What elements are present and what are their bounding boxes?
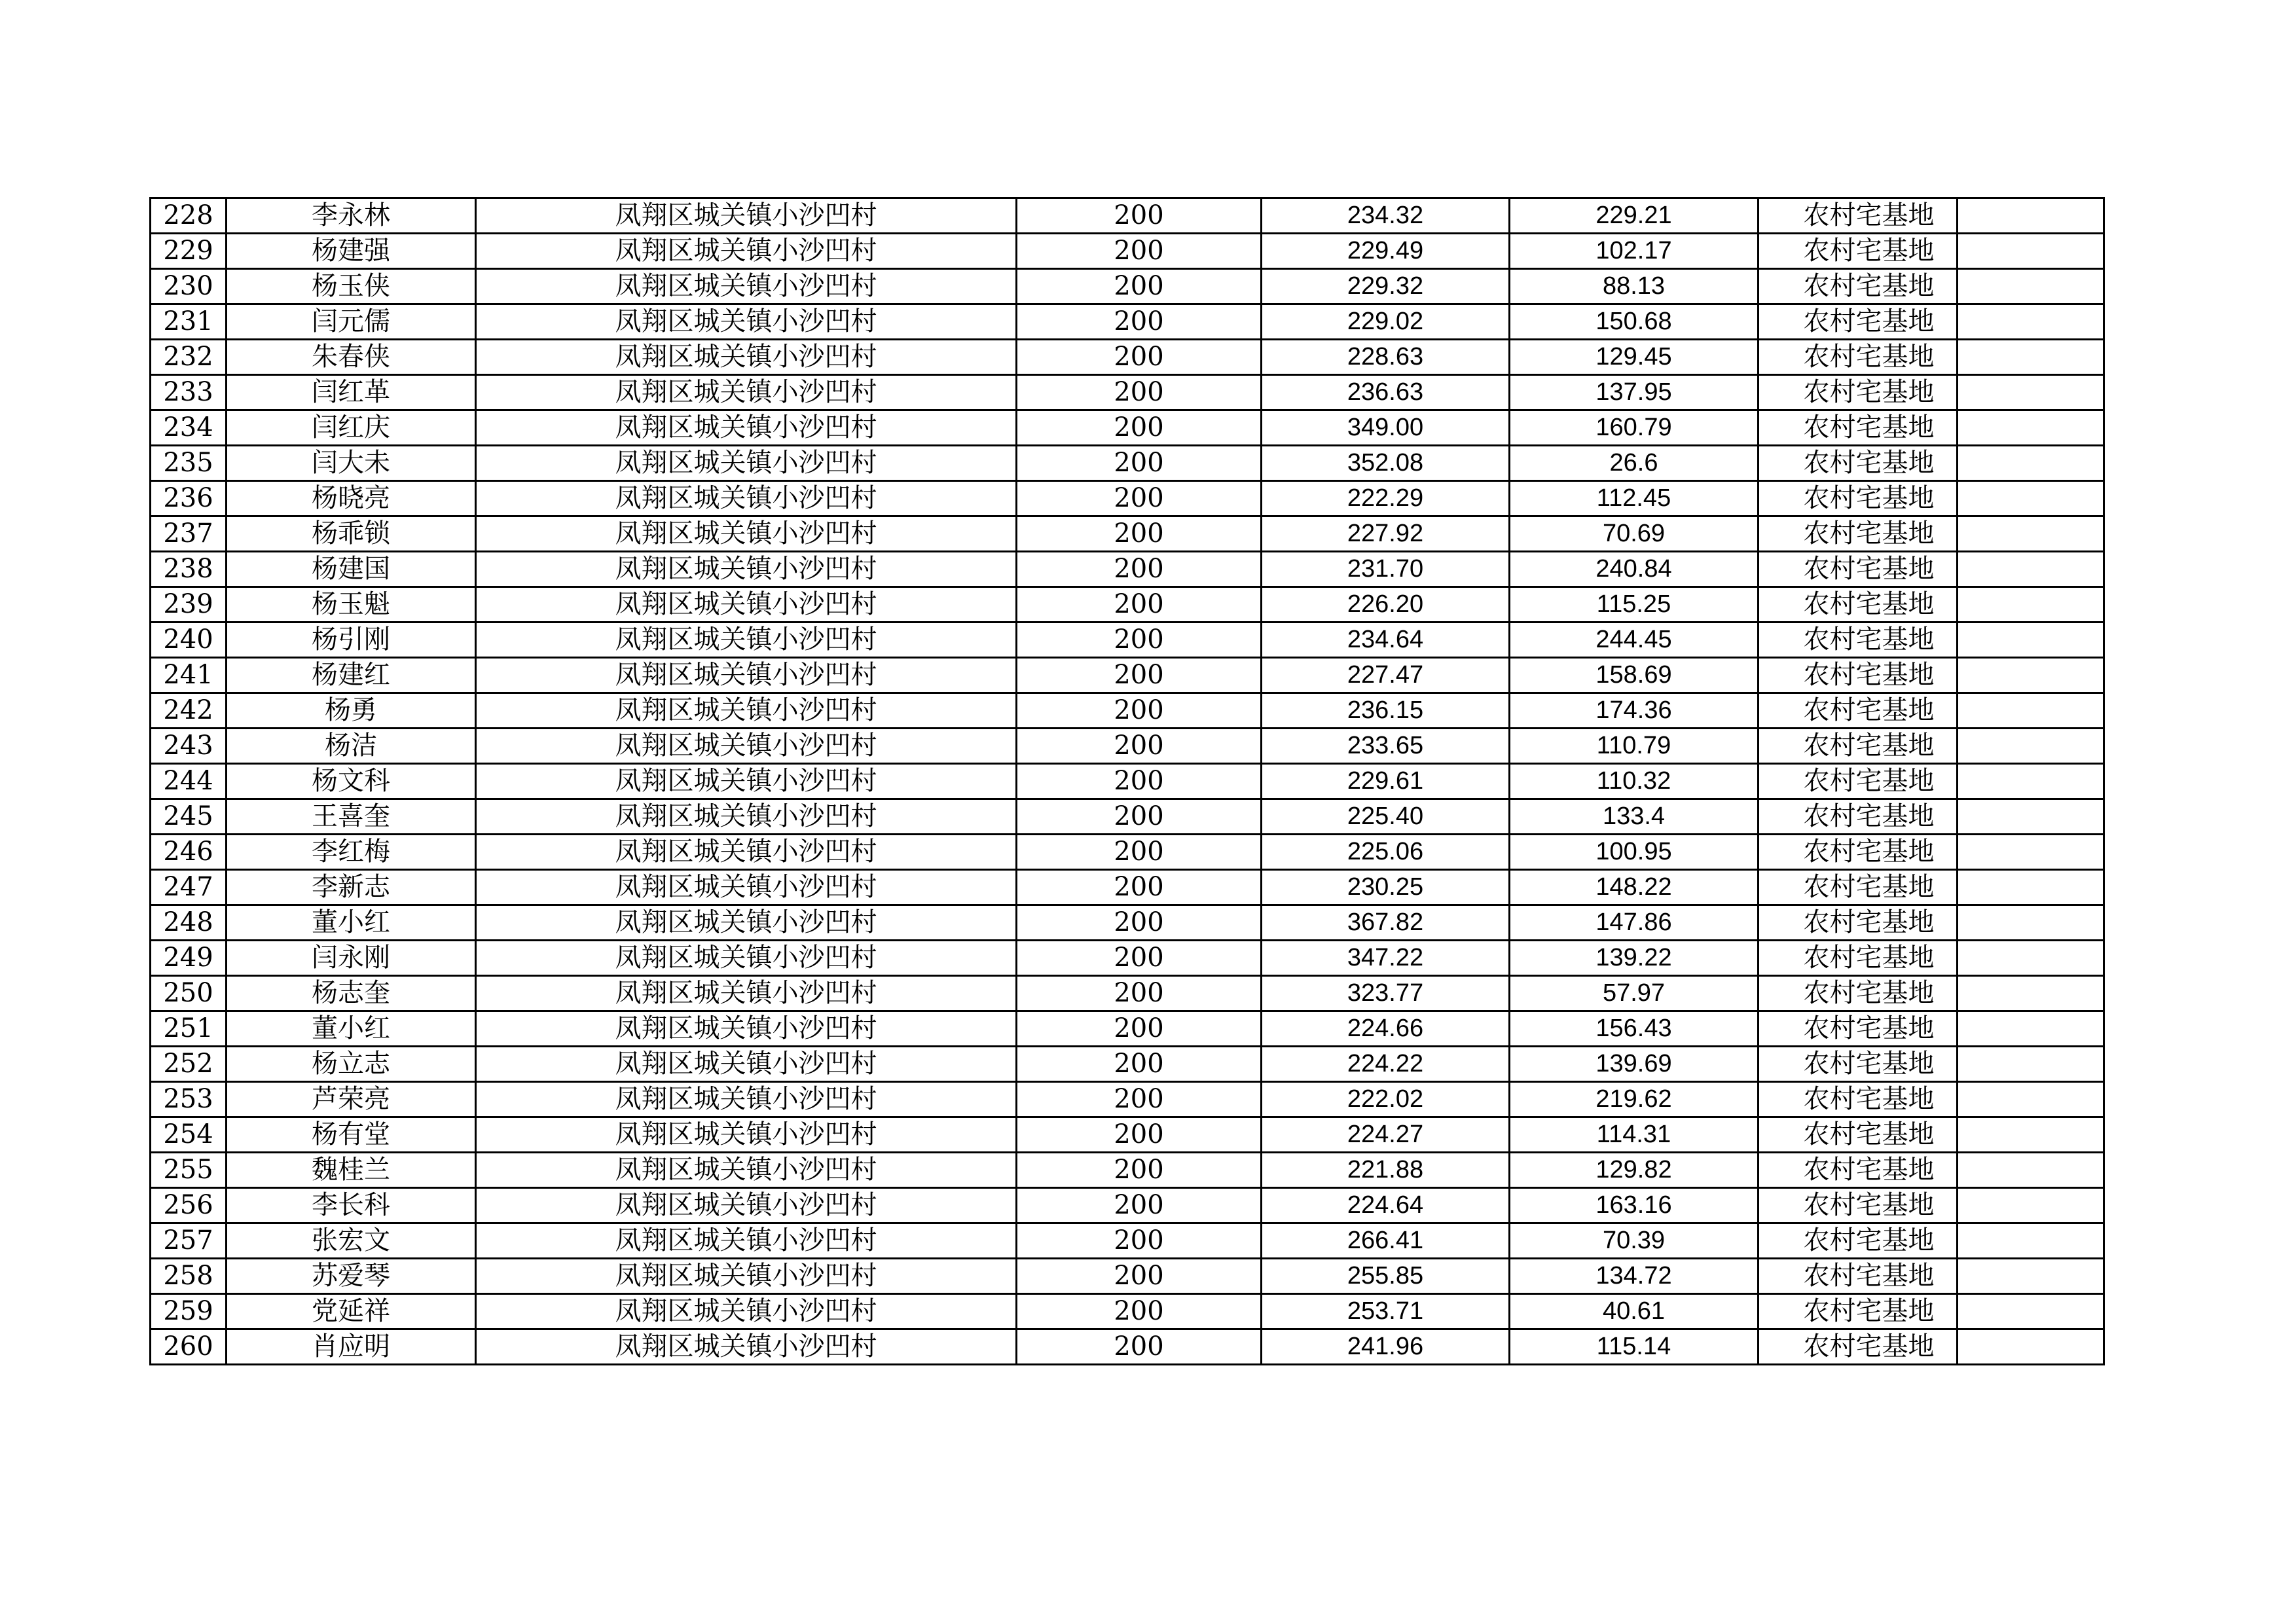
table-row — [151, 729, 2104, 764]
land-area-cell: 234.32 — [1262, 198, 1510, 234]
address-cell: 凤翔区城关镇小沙凹村 — [476, 658, 1017, 693]
owner-name-cell: 杨洁 — [227, 729, 476, 764]
standard-area-cell: 200 — [1017, 1259, 1262, 1294]
address-cell: 凤翔区城关镇小沙凹村 — [476, 552, 1017, 587]
standard-area-cell: 200 — [1017, 1294, 1262, 1329]
building-area-cell: 40.61 — [1510, 1294, 1758, 1329]
remark-cell — [1958, 941, 2104, 976]
building-area-cell: 110.79 — [1510, 729, 1758, 764]
owner-name-cell: 李长科 — [227, 1188, 476, 1223]
table-row — [151, 198, 2104, 234]
row-number-cell: 249 — [151, 941, 227, 976]
building-area-cell: 102.17 — [1510, 234, 1758, 269]
standard-area-cell: 200 — [1017, 764, 1262, 799]
address-cell: 凤翔区城关镇小沙凹村 — [476, 799, 1017, 835]
remark-cell — [1958, 905, 2104, 941]
land-use-cell: 农村宅基地 — [1758, 1259, 1958, 1294]
remark-cell — [1958, 269, 2104, 304]
standard-area-cell: 200 — [1017, 304, 1262, 340]
table-row — [151, 693, 2104, 729]
standard-area-cell: 200 — [1017, 446, 1262, 481]
address-cell: 凤翔区城关镇小沙凹村 — [476, 693, 1017, 729]
remark-cell — [1958, 835, 2104, 870]
owner-name-cell: 杨引刚 — [227, 623, 476, 658]
row-number-cell: 258 — [151, 1259, 227, 1294]
building-area-cell: 70.69 — [1510, 516, 1758, 552]
owner-name-cell: 闫永刚 — [227, 941, 476, 976]
table-row — [151, 410, 2104, 446]
row-number-cell: 240 — [151, 623, 227, 658]
owner-name-cell: 董小红 — [227, 1011, 476, 1047]
land-use-cell: 农村宅基地 — [1758, 1047, 1958, 1082]
land-area-cell: 323.77 — [1262, 976, 1510, 1011]
building-area-cell: 150.68 — [1510, 304, 1758, 340]
row-number-cell: 246 — [151, 835, 227, 870]
land-area-cell: 229.49 — [1262, 234, 1510, 269]
owner-name-cell: 芦荣亮 — [227, 1082, 476, 1117]
building-area-cell: 26.6 — [1510, 446, 1758, 481]
standard-area-cell: 200 — [1017, 340, 1262, 375]
standard-area-cell: 200 — [1017, 1329, 1262, 1365]
remark-cell — [1958, 1294, 2104, 1329]
table-row — [151, 623, 2104, 658]
owner-name-cell: 肖应明 — [227, 1329, 476, 1365]
address-cell: 凤翔区城关镇小沙凹村 — [476, 198, 1017, 234]
land-use-cell: 农村宅基地 — [1758, 304, 1958, 340]
remark-cell — [1958, 1223, 2104, 1259]
owner-name-cell: 魏桂兰 — [227, 1153, 476, 1188]
standard-area-cell: 200 — [1017, 198, 1262, 234]
land-area-cell: 231.70 — [1262, 552, 1510, 587]
land-area-cell: 222.02 — [1262, 1082, 1510, 1117]
land-area-cell: 241.96 — [1262, 1329, 1510, 1365]
building-area-cell: 100.95 — [1510, 835, 1758, 870]
building-area-cell: 115.25 — [1510, 587, 1758, 623]
address-cell: 凤翔区城关镇小沙凹村 — [476, 835, 1017, 870]
land-area-cell: 229.02 — [1262, 304, 1510, 340]
row-number-cell: 233 — [151, 375, 227, 410]
row-number-cell: 255 — [151, 1153, 227, 1188]
remark-cell — [1958, 587, 2104, 623]
land-area-cell: 224.27 — [1262, 1117, 1510, 1153]
row-number-cell: 243 — [151, 729, 227, 764]
remark-cell — [1958, 1259, 2104, 1294]
remark-cell — [1958, 304, 2104, 340]
table-row — [151, 552, 2104, 587]
land-use-cell: 农村宅基地 — [1758, 1153, 1958, 1188]
row-number-cell: 234 — [151, 410, 227, 446]
address-cell: 凤翔区城关镇小沙凹村 — [476, 1117, 1017, 1153]
table-row — [151, 375, 2104, 410]
standard-area-cell: 200 — [1017, 1117, 1262, 1153]
land-use-cell: 农村宅基地 — [1758, 1082, 1958, 1117]
building-area-cell: 57.97 — [1510, 976, 1758, 1011]
land-area-cell: 234.64 — [1262, 623, 1510, 658]
owner-name-cell: 闫红庆 — [227, 410, 476, 446]
building-area-cell: 148.22 — [1510, 870, 1758, 905]
standard-area-cell: 200 — [1017, 1153, 1262, 1188]
address-cell: 凤翔区城关镇小沙凹村 — [476, 1082, 1017, 1117]
land-use-cell: 农村宅基地 — [1758, 234, 1958, 269]
standard-area-cell: 200 — [1017, 481, 1262, 516]
remark-cell — [1958, 340, 2104, 375]
standard-area-cell: 200 — [1017, 587, 1262, 623]
remark-cell — [1958, 1117, 2104, 1153]
standard-area-cell: 200 — [1017, 658, 1262, 693]
table-row — [151, 1294, 2104, 1329]
land-area-cell: 224.22 — [1262, 1047, 1510, 1082]
address-cell: 凤翔区城关镇小沙凹村 — [476, 234, 1017, 269]
owner-name-cell: 党延祥 — [227, 1294, 476, 1329]
owner-name-cell: 杨勇 — [227, 693, 476, 729]
table-row — [151, 1047, 2104, 1082]
owner-name-cell: 李永林 — [227, 198, 476, 234]
standard-area-cell: 200 — [1017, 269, 1262, 304]
row-number-cell: 232 — [151, 340, 227, 375]
remark-cell — [1958, 1011, 2104, 1047]
building-area-cell: 244.45 — [1510, 623, 1758, 658]
building-area-cell: 158.69 — [1510, 658, 1758, 693]
land-area-cell: 347.22 — [1262, 941, 1510, 976]
land-area-cell: 349.00 — [1262, 410, 1510, 446]
row-number-cell: 239 — [151, 587, 227, 623]
table-row — [151, 446, 2104, 481]
remark-cell — [1958, 481, 2104, 516]
address-cell: 凤翔区城关镇小沙凹村 — [476, 1011, 1017, 1047]
row-number-cell: 244 — [151, 764, 227, 799]
row-number-cell: 236 — [151, 481, 227, 516]
remark-cell — [1958, 729, 2104, 764]
land-use-cell: 农村宅基地 — [1758, 658, 1958, 693]
building-area-cell: 110.32 — [1510, 764, 1758, 799]
standard-area-cell: 200 — [1017, 1011, 1262, 1047]
building-area-cell: 219.62 — [1510, 1082, 1758, 1117]
row-number-cell: 253 — [151, 1082, 227, 1117]
table-row — [151, 941, 2104, 976]
table-row — [151, 1153, 2104, 1188]
owner-name-cell: 杨建红 — [227, 658, 476, 693]
land-area-cell: 227.47 — [1262, 658, 1510, 693]
table-row — [151, 658, 2104, 693]
row-number-cell: 230 — [151, 269, 227, 304]
land-use-cell: 农村宅基地 — [1758, 835, 1958, 870]
building-area-cell: 163.16 — [1510, 1188, 1758, 1223]
address-cell: 凤翔区城关镇小沙凹村 — [476, 1153, 1017, 1188]
remark-cell — [1958, 870, 2104, 905]
standard-area-cell: 200 — [1017, 410, 1262, 446]
address-cell: 凤翔区城关镇小沙凹村 — [476, 304, 1017, 340]
remark-cell — [1958, 516, 2104, 552]
standard-area-cell: 200 — [1017, 835, 1262, 870]
table-row — [151, 234, 2104, 269]
land-area-cell: 253.71 — [1262, 1294, 1510, 1329]
row-number-cell: 228 — [151, 198, 227, 234]
building-area-cell: 174.36 — [1510, 693, 1758, 729]
land-area-cell: 228.63 — [1262, 340, 1510, 375]
owner-name-cell: 杨建强 — [227, 234, 476, 269]
row-number-cell: 247 — [151, 870, 227, 905]
land-area-cell: 229.61 — [1262, 764, 1510, 799]
land-use-cell: 农村宅基地 — [1758, 1188, 1958, 1223]
standard-area-cell: 200 — [1017, 870, 1262, 905]
owner-name-cell: 张宏文 — [227, 1223, 476, 1259]
row-number-cell: 229 — [151, 234, 227, 269]
land-use-cell: 农村宅基地 — [1758, 693, 1958, 729]
remark-cell — [1958, 658, 2104, 693]
land-use-cell: 农村宅基地 — [1758, 269, 1958, 304]
owner-name-cell: 李红梅 — [227, 835, 476, 870]
row-number-cell: 237 — [151, 516, 227, 552]
remark-cell — [1958, 1329, 2104, 1365]
owner-name-cell: 杨立志 — [227, 1047, 476, 1082]
table-row — [151, 905, 2104, 941]
row-number-cell: 241 — [151, 658, 227, 693]
address-cell: 凤翔区城关镇小沙凹村 — [476, 410, 1017, 446]
land-area-cell: 224.66 — [1262, 1011, 1510, 1047]
address-cell: 凤翔区城关镇小沙凹村 — [476, 1223, 1017, 1259]
building-area-cell: 139.69 — [1510, 1047, 1758, 1082]
table-row — [151, 340, 2104, 375]
land-use-cell: 农村宅基地 — [1758, 198, 1958, 234]
standard-area-cell: 200 — [1017, 375, 1262, 410]
address-cell: 凤翔区城关镇小沙凹村 — [476, 481, 1017, 516]
row-number-cell: 238 — [151, 552, 227, 587]
row-number-cell: 248 — [151, 905, 227, 941]
row-number-cell: 254 — [151, 1117, 227, 1153]
building-area-cell: 129.82 — [1510, 1153, 1758, 1188]
land-use-cell: 农村宅基地 — [1758, 976, 1958, 1011]
standard-area-cell: 200 — [1017, 976, 1262, 1011]
standard-area-cell: 200 — [1017, 234, 1262, 269]
building-area-cell: 229.21 — [1510, 198, 1758, 234]
row-number-cell: 260 — [151, 1329, 227, 1365]
building-area-cell: 134.72 — [1510, 1259, 1758, 1294]
land-use-cell: 农村宅基地 — [1758, 764, 1958, 799]
table-row — [151, 1188, 2104, 1223]
address-cell: 凤翔区城关镇小沙凹村 — [476, 269, 1017, 304]
land-area-cell: 221.88 — [1262, 1153, 1510, 1188]
standard-area-cell: 200 — [1017, 1223, 1262, 1259]
standard-area-cell: 200 — [1017, 1082, 1262, 1117]
address-cell: 凤翔区城关镇小沙凹村 — [476, 1188, 1017, 1223]
land-area-cell: 255.85 — [1262, 1259, 1510, 1294]
address-cell: 凤翔区城关镇小沙凹村 — [476, 1294, 1017, 1329]
row-number-cell: 259 — [151, 1294, 227, 1329]
table-row — [151, 516, 2104, 552]
row-number-cell: 251 — [151, 1011, 227, 1047]
land-use-cell: 农村宅基地 — [1758, 340, 1958, 375]
land-area-cell: 230.25 — [1262, 870, 1510, 905]
table-row — [151, 481, 2104, 516]
owner-name-cell: 杨有堂 — [227, 1117, 476, 1153]
owner-name-cell: 杨文科 — [227, 764, 476, 799]
owner-name-cell: 朱春侠 — [227, 340, 476, 375]
remark-cell — [1958, 198, 2104, 234]
remark-cell — [1958, 623, 2104, 658]
land-use-cell: 农村宅基地 — [1758, 481, 1958, 516]
standard-area-cell: 200 — [1017, 1188, 1262, 1223]
row-number-cell: 252 — [151, 1047, 227, 1082]
owner-name-cell: 王喜奎 — [227, 799, 476, 835]
standard-area-cell: 200 — [1017, 1047, 1262, 1082]
table-row — [151, 1082, 2104, 1117]
table-row — [151, 764, 2104, 799]
land-use-cell: 农村宅基地 — [1758, 1223, 1958, 1259]
land-use-cell: 农村宅基地 — [1758, 1329, 1958, 1365]
address-cell: 凤翔区城关镇小沙凹村 — [476, 1259, 1017, 1294]
land-area-cell: 367.82 — [1262, 905, 1510, 941]
standard-area-cell: 200 — [1017, 729, 1262, 764]
table-body — [151, 198, 2104, 1365]
land-use-cell: 农村宅基地 — [1758, 587, 1958, 623]
standard-area-cell: 200 — [1017, 799, 1262, 835]
standard-area-cell: 200 — [1017, 516, 1262, 552]
land-use-cell: 农村宅基地 — [1758, 729, 1958, 764]
address-cell: 凤翔区城关镇小沙凹村 — [476, 446, 1017, 481]
row-number-cell: 257 — [151, 1223, 227, 1259]
land-use-cell: 农村宅基地 — [1758, 410, 1958, 446]
standard-area-cell: 200 — [1017, 905, 1262, 941]
remark-cell — [1958, 446, 2104, 481]
remark-cell — [1958, 976, 2104, 1011]
building-area-cell: 70.39 — [1510, 1223, 1758, 1259]
land-area-cell: 233.65 — [1262, 729, 1510, 764]
owner-name-cell: 闫红革 — [227, 375, 476, 410]
land-use-cell: 农村宅基地 — [1758, 941, 1958, 976]
table-row — [151, 835, 2104, 870]
building-area-cell: 160.79 — [1510, 410, 1758, 446]
table-row — [151, 269, 2104, 304]
table-row — [151, 1011, 2104, 1047]
land-use-cell: 农村宅基地 — [1758, 516, 1958, 552]
owner-name-cell: 董小红 — [227, 905, 476, 941]
table-row — [151, 1117, 2104, 1153]
remark-cell — [1958, 410, 2104, 446]
land-area-cell: 224.64 — [1262, 1188, 1510, 1223]
owner-name-cell: 杨玉魁 — [227, 587, 476, 623]
remark-cell — [1958, 799, 2104, 835]
homestead-register-table — [149, 197, 2105, 1365]
owner-name-cell: 闫大未 — [227, 446, 476, 481]
owner-name-cell: 苏爱琴 — [227, 1259, 476, 1294]
address-cell: 凤翔区城关镇小沙凹村 — [476, 729, 1017, 764]
remark-cell — [1958, 1047, 2104, 1082]
address-cell: 凤翔区城关镇小沙凹村 — [476, 905, 1017, 941]
row-number-cell: 256 — [151, 1188, 227, 1223]
land-area-cell: 225.40 — [1262, 799, 1510, 835]
land-use-cell: 农村宅基地 — [1758, 905, 1958, 941]
standard-area-cell: 200 — [1017, 941, 1262, 976]
building-area-cell: 129.45 — [1510, 340, 1758, 375]
land-area-cell: 352.08 — [1262, 446, 1510, 481]
building-area-cell: 147.86 — [1510, 905, 1758, 941]
row-number-cell: 231 — [151, 304, 227, 340]
row-number-cell: 235 — [151, 446, 227, 481]
building-area-cell: 137.95 — [1510, 375, 1758, 410]
land-use-cell: 农村宅基地 — [1758, 1117, 1958, 1153]
land-use-cell: 农村宅基地 — [1758, 446, 1958, 481]
remark-cell — [1958, 764, 2104, 799]
remark-cell — [1958, 375, 2104, 410]
address-cell: 凤翔区城关镇小沙凹村 — [476, 764, 1017, 799]
owner-name-cell: 闫元儒 — [227, 304, 476, 340]
table-row — [151, 304, 2104, 340]
remark-cell — [1958, 234, 2104, 269]
building-area-cell: 139.22 — [1510, 941, 1758, 976]
owner-name-cell: 杨玉侠 — [227, 269, 476, 304]
standard-area-cell: 200 — [1017, 693, 1262, 729]
land-use-cell: 农村宅基地 — [1758, 552, 1958, 587]
land-use-cell: 农村宅基地 — [1758, 375, 1958, 410]
address-cell: 凤翔区城关镇小沙凹村 — [476, 623, 1017, 658]
land-area-cell: 236.63 — [1262, 375, 1510, 410]
building-area-cell: 115.14 — [1510, 1329, 1758, 1365]
building-area-cell: 133.4 — [1510, 799, 1758, 835]
address-cell: 凤翔区城关镇小沙凹村 — [476, 941, 1017, 976]
table-row — [151, 1223, 2104, 1259]
address-cell: 凤翔区城关镇小沙凹村 — [476, 1329, 1017, 1365]
building-area-cell: 240.84 — [1510, 552, 1758, 587]
standard-area-cell: 200 — [1017, 623, 1262, 658]
owner-name-cell: 杨建国 — [227, 552, 476, 587]
land-area-cell: 236.15 — [1262, 693, 1510, 729]
land-use-cell: 农村宅基地 — [1758, 799, 1958, 835]
remark-cell — [1958, 1082, 2104, 1117]
row-number-cell: 250 — [151, 976, 227, 1011]
address-cell: 凤翔区城关镇小沙凹村 — [476, 1047, 1017, 1082]
remark-cell — [1958, 1188, 2104, 1223]
table-row — [151, 587, 2104, 623]
table-row — [151, 799, 2104, 835]
land-use-cell: 农村宅基地 — [1758, 1011, 1958, 1047]
table-row — [151, 1329, 2104, 1365]
building-area-cell: 112.45 — [1510, 481, 1758, 516]
address-cell: 凤翔区城关镇小沙凹村 — [476, 870, 1017, 905]
land-use-cell: 农村宅基地 — [1758, 870, 1958, 905]
remark-cell — [1958, 693, 2104, 729]
table-row — [151, 870, 2104, 905]
row-number-cell: 242 — [151, 693, 227, 729]
address-cell: 凤翔区城关镇小沙凹村 — [476, 516, 1017, 552]
building-area-cell: 88.13 — [1510, 269, 1758, 304]
building-area-cell: 156.43 — [1510, 1011, 1758, 1047]
address-cell: 凤翔区城关镇小沙凹村 — [476, 375, 1017, 410]
owner-name-cell: 杨乖锁 — [227, 516, 476, 552]
standard-area-cell: 200 — [1017, 552, 1262, 587]
land-area-cell: 266.41 — [1262, 1223, 1510, 1259]
land-area-cell: 226.20 — [1262, 587, 1510, 623]
owner-name-cell: 杨晓亮 — [227, 481, 476, 516]
land-area-cell: 222.29 — [1262, 481, 1510, 516]
land-use-cell: 农村宅基地 — [1758, 623, 1958, 658]
land-use-cell: 农村宅基地 — [1758, 1294, 1958, 1329]
owner-name-cell: 李新志 — [227, 870, 476, 905]
owner-name-cell: 杨志奎 — [227, 976, 476, 1011]
table-row — [151, 1259, 2104, 1294]
building-area-cell: 114.31 — [1510, 1117, 1758, 1153]
land-area-cell: 225.06 — [1262, 835, 1510, 870]
row-number-cell: 245 — [151, 799, 227, 835]
address-cell: 凤翔区城关镇小沙凹村 — [476, 340, 1017, 375]
address-cell: 凤翔区城关镇小沙凹村 — [476, 976, 1017, 1011]
table-row — [151, 976, 2104, 1011]
land-area-cell: 227.92 — [1262, 516, 1510, 552]
remark-cell — [1958, 1153, 2104, 1188]
land-area-cell: 229.32 — [1262, 269, 1510, 304]
address-cell: 凤翔区城关镇小沙凹村 — [476, 587, 1017, 623]
remark-cell — [1958, 552, 2104, 587]
